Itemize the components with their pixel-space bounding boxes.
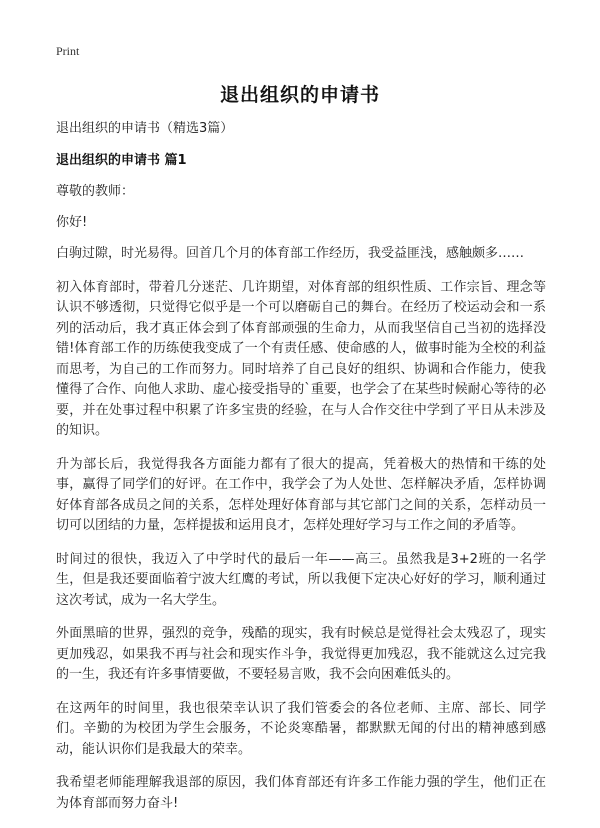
print-link[interactable]: Print	[56, 44, 80, 58]
salutation: 尊敬的教师：	[56, 184, 135, 199]
document-subtitle: 退出组织的申请书（精选3篇）	[56, 121, 234, 136]
paragraph: 外面黑暗的世界，强烈的竞争，残酷的现实，我有时候总是觉得社会太残忍了，现实更加残忍，如果我不再与社会和现实作斗争，我觉得更加残忍，我不能就这么过完我的一生，我还有许多事情要做，不要轻易言败，我不会向困难低头的。	[56, 626, 546, 682]
paragraph: 升为部长后，我觉得我各方面能力都有了很大的提高，凭着极大的热情和干练的处事，赢得了同学们的好评。在工作中，我学会了为人处世、怎样解决矛盾，怎样协调好体育部各成员之间的关系，怎样处理好体育部与其它部门之间的关系，怎样动员一切可以团结的力量，怎样提拔和运用良才，怎样处理好学习与工作之间的矛盾等。	[56, 456, 546, 533]
paragraph: 白驹过隙，时光易得。回首几个月的体育部工作经历，我受益匪浅，感触颇多……	[56, 246, 525, 261]
paragraph: 我希望老师能理解我退部的原因，我们体育部还有许多工作能力强的学生，他们正在为体育部而努力奋斗!	[56, 775, 546, 811]
section-heading: 退出组织的申请书 篇1	[56, 153, 187, 168]
paragraph: 初入体育部时，带着几分迷茫、几许期望，对体育部的组织性质、工作宗旨、理念等认识不够透彻，只觉得它似乎是一个可以磨砺自己的舞台。在经历了校运动会和一系列的活动后，我才真正体会到了体育部顽强的生命力，从而我坚信自己当初的选择没错!体育部工作的历练使我变成了一个有责任感、使命感的人，做事时能为全校的利益而思考，为自己的工作而努力。同时培养了自己良好的组织、协调和合作能力，使我懂得了合作、向他人求助、虚心接受指导的`重要，也学会了在某些时候耐心等待的必要，并在处事过程中积累了许多宝贵的经验，在与人合作交往中学到了平日从未涉及的知识。	[56, 279, 546, 438]
document-body	[56, 118, 546, 827]
greeting: 你好!	[56, 215, 88, 230]
document-title: 退出组织的申请书	[219, 84, 380, 106]
paragraph: 在这两年的时间里，我也很荣幸认识了我们管委会的各位老师、主席、部长、同学们。辛勤的为校团为学生会服务，不论炎寒酷暑，都默默无闻的付出的精神感到感动，能认识你们是我最大的荣幸。	[56, 700, 546, 757]
paragraph: 时间过的很快，我迈入了中学时代的最后一年——高三。虽然我是3+2班的一名学生，但是我还要面临着宁波大红鹰的考试，所以我便下定决心好好的学习，顺利通过这次考试，成为一名大学生。	[56, 551, 546, 608]
